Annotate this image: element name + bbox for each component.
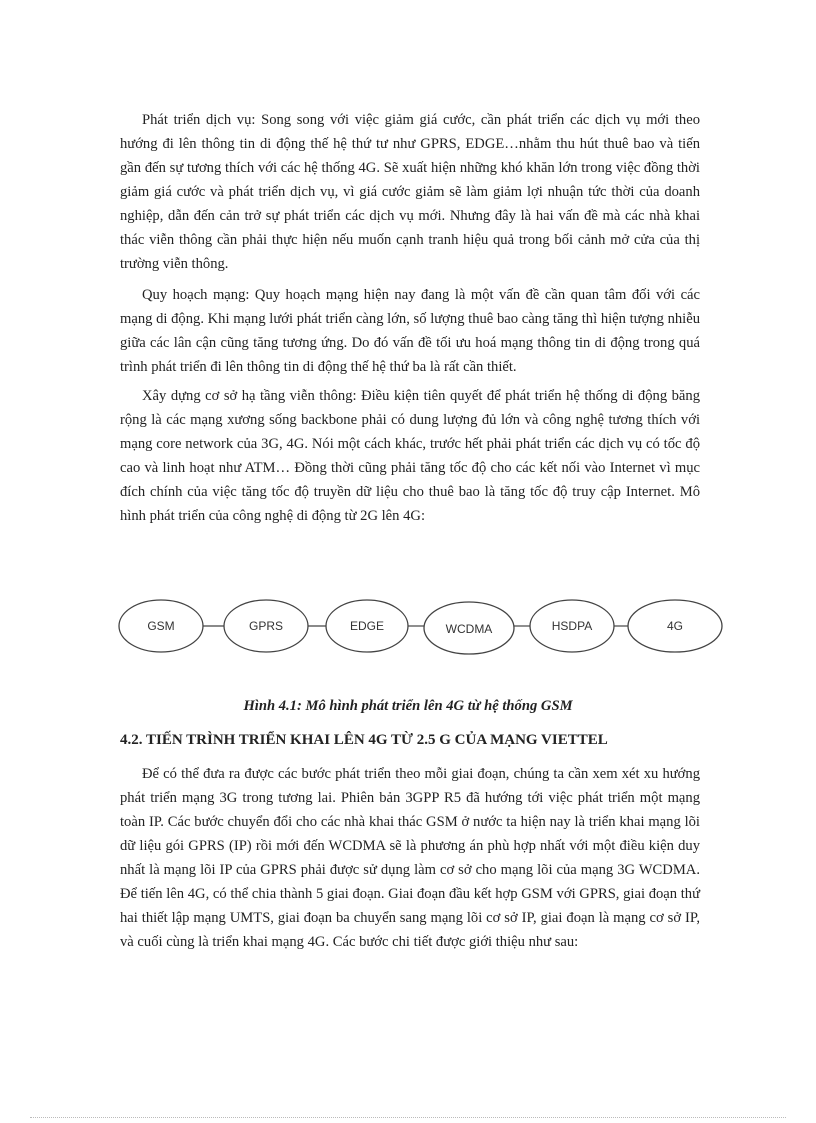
node-label-hsdpa: HSDPA [551,619,593,633]
paragraph-network-planning [120,283,700,379]
paragraph-infrastructure [120,384,700,528]
node-label-gsm: GSM [147,619,175,633]
paragraph-service-development [120,108,700,276]
node-label-edge: EDGE [349,619,385,633]
figure-caption: Hình 4.1: Mô hình phát triển lên 4G từ hệ thống GSM [243,698,573,714]
node-label-wcdma: WCDMA [445,622,493,636]
section-heading: 4.2. TIẾN TRÌNH TRIỂN KHAI LÊN 4G TỪ 2.5 G CỦA MẠNG VIETTEL [120,732,608,748]
node-label-gprs: GPRS [248,619,284,633]
paragraph-viettel-roadmap [120,762,700,954]
evolution-diagram [118,596,726,664]
page-bottom-divider [30,1117,786,1118]
paragraph-text: Phát triển dịch vụ: Song song với việc giảm giá cước, cần phát triển các dịch vụ mới theo hướng đi lên thông tin di động thế hệ thứ tư như GPRS, EDGE…nhằm thu hút thuê bao và tiến gần đến sự tương thích với các hệ thống 4G. Sẽ xuất hiện những khó khăn lớn trong việc đồng thời giảm giá cước và phát triển dịch vụ, vì giá cước giảm sẽ làm giảm lợi nhuận tức thời của doanh nghiệp, dẫn đến cản trở sự phát triển các dịch vụ mới. Nhưng đây là hai vấn đề mà các nhà khai thác viễn thông cần phải thực hiện nếu muốn cạnh tranh hiệu quả trong bối cảnh mở cửa của thị trường viễn thông. [120,112,700,272]
paragraph-text: Xây dựng cơ sở hạ tầng viễn thông: Điều kiện tiên quyết để phát triển hệ thống di động băng rộng là các mạng xương sống backbone phải có dung lượng đủ lớn và công nghệ tương thích với mạng core network của 3G, 4G. Nói một cách khác, trước hết phải phát triển các dịch vụ có tốc độ cao và linh hoạt như ATM… Đồng thời cũng phải tăng tốc độ cho các kết nối vào Internet vì mục đích chính của việc tăng tốc độ truyền dữ liệu cho thuê bao là tăng tốc độ truy cập Internet. Mô hình phát triển của công nghệ di động từ 2G lên 4G: [120,388,700,524]
paragraph-text: Quy hoạch mạng: Quy hoạch mạng hiện nay đang là một vấn đề cần quan tâm đối với các mạng di động. Khi mạng lưới phát triển càng lớn, số lượng thuê bao càng tăng thì hiện tượng nhiễu giữa các lân cận cũng tăng tương ứng. Do đó vấn đề tối ưu hoá mạng thông tin di động trong quá trình phát triển đi lên thông tin di động thế hệ thứ ba là rất cần thiết. [120,287,700,375]
node-label-4g: 4G [666,619,684,633]
paragraph-text: Để có thể đưa ra được các bước phát triển theo mỗi giai đoạn, chúng ta cần xem xét xu hướng phát triển mạng 3G trong tương lai. Phiên bản 3GPP R5 đã hướng tới việc phát triển một mạng toàn IP. Các bước chuyển đổi cho các nhà khai thác GSM ở nước ta hiện nay là triển khai mạng lõi dữ liệu gói GPRS (IP) rồi mới đến WCDMA sẽ là phương án phù hợp nhất với một điều kiện duy nhất là mạng lõi IP của GPRS phải được sử dụng làm cơ sở cho mạng lõi của mạng 3G WCDMA. Để tiến lên 4G, có thể chia thành 5 giai đoạn. Giai đoạn đầu kết hợp GSM với GPRS, giai đoạn thứ hai thiết lập mạng UMTS, giai đoạn ba chuyển sang mạng lõi cơ sở IP, giai đoạn là mạng cơ sở IP, và cuối cùng là triển khai mạng 4G. Các bước chi tiết được giới thiệu như sau: [120,766,700,950]
